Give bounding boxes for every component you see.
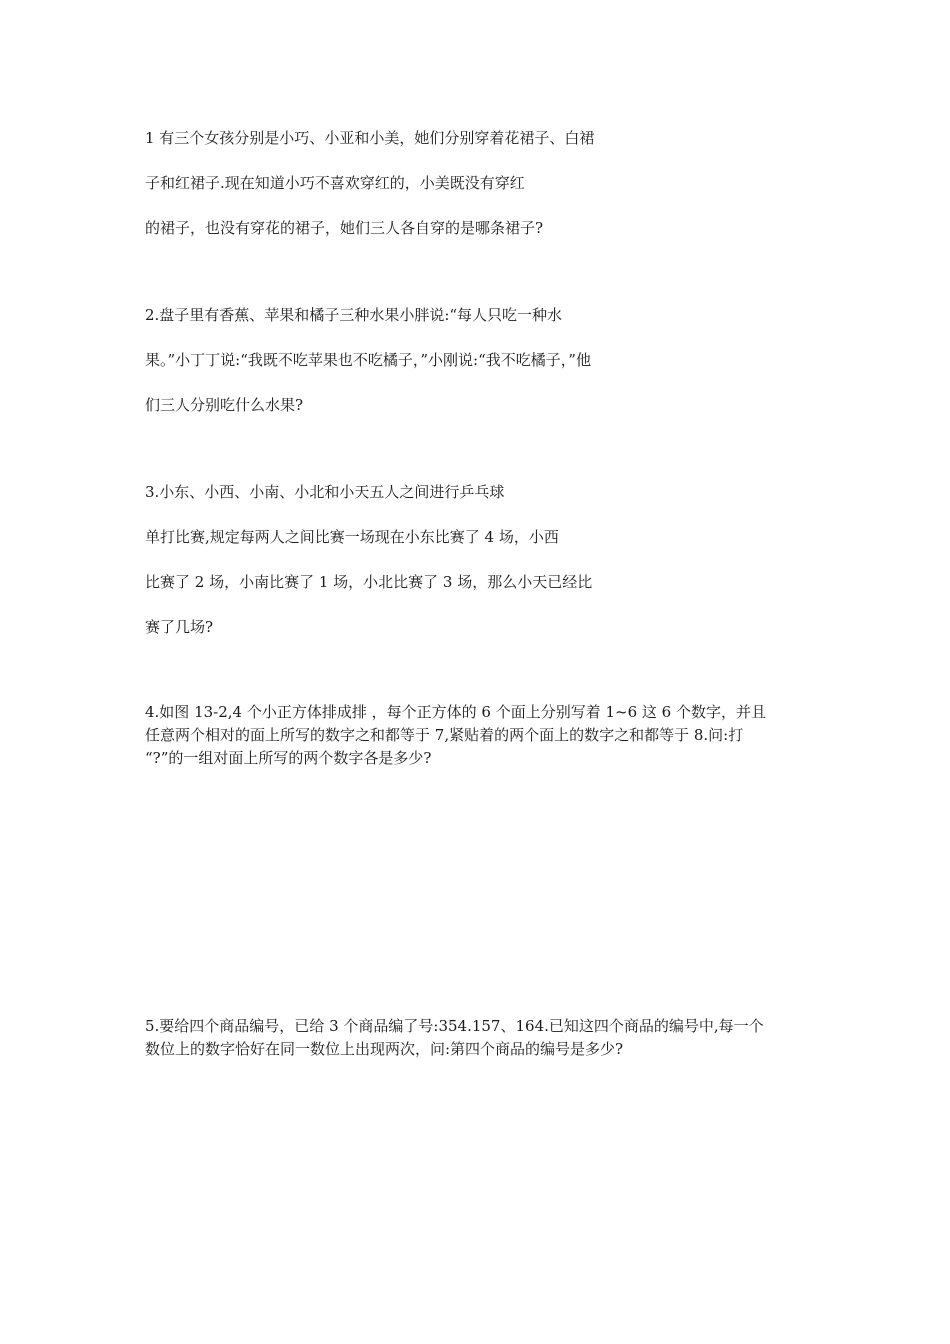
question-4-line-2: 任意两个相对的面上所写的数字之和都等于 7,紧贴着的两个面上的数字之和都等于 8.问:打 (145, 726, 744, 744)
question-2-line-1: 2.盘子里有香蕉、苹果和橘子三种水果小胖说:“每人只吃一种水 (145, 306, 563, 324)
question-2-line-3: 们三人分别吃什么水果? (145, 396, 304, 414)
question-3-line-4: 赛了几场? (145, 618, 214, 636)
question-4 (145, 701, 815, 770)
question-3-line-3: 比赛了 2 场，小南比赛了 1 场，小北比赛了 3 场，那么小天已经比 (145, 573, 593, 591)
question-1-line-2: 子和红裙子.现在知道小巧不喜欢穿红的，小美既没有穿红 (145, 174, 525, 192)
question-2-line-2: 果。”小丁丁说:“我既不吃苹果也不吃橘子，”小刚说:“我不吃橘子，”他 (145, 351, 591, 369)
question-4-line-3: “?”的一组对面上所写的两个数字各是多少? (145, 749, 432, 767)
question-5-line-1: 5.要给四个商品编号，已给 3 个商品编了号:354.157、164.已知这四个商品的编号中,每一个 (145, 1017, 764, 1035)
question-1 (145, 127, 815, 262)
question-3 (145, 481, 815, 661)
question-1-line-1: 1 有三个女孩分别是小巧、小亚和小美，她们分别穿着花裙子、白裙 (145, 129, 595, 147)
question-3-line-1: 3.小东、小西、小南、小北和小天五人之间进行乒乓球 (145, 483, 505, 501)
question-4-line-1: 4.如图 13-2,4 个小正方体排成排 ，每个正方体的 6 个面上分别写着 1~6 这 6 个数字，并且 (145, 703, 766, 721)
question-5 (145, 1015, 815, 1061)
question-5-line-2: 数位上的数字恰好在同一数位上出现两次，问:第四个商品的编号是多少? (145, 1040, 624, 1058)
question-1-line-3: 的裙子，也没有穿花的裙子，她们三人各自穿的是哪条裙子? (145, 219, 544, 237)
question-3-line-2: 单打比赛,规定每两人之间比赛一场现在小东比赛了 4 场，小西 (145, 528, 559, 546)
question-2 (145, 304, 815, 439)
